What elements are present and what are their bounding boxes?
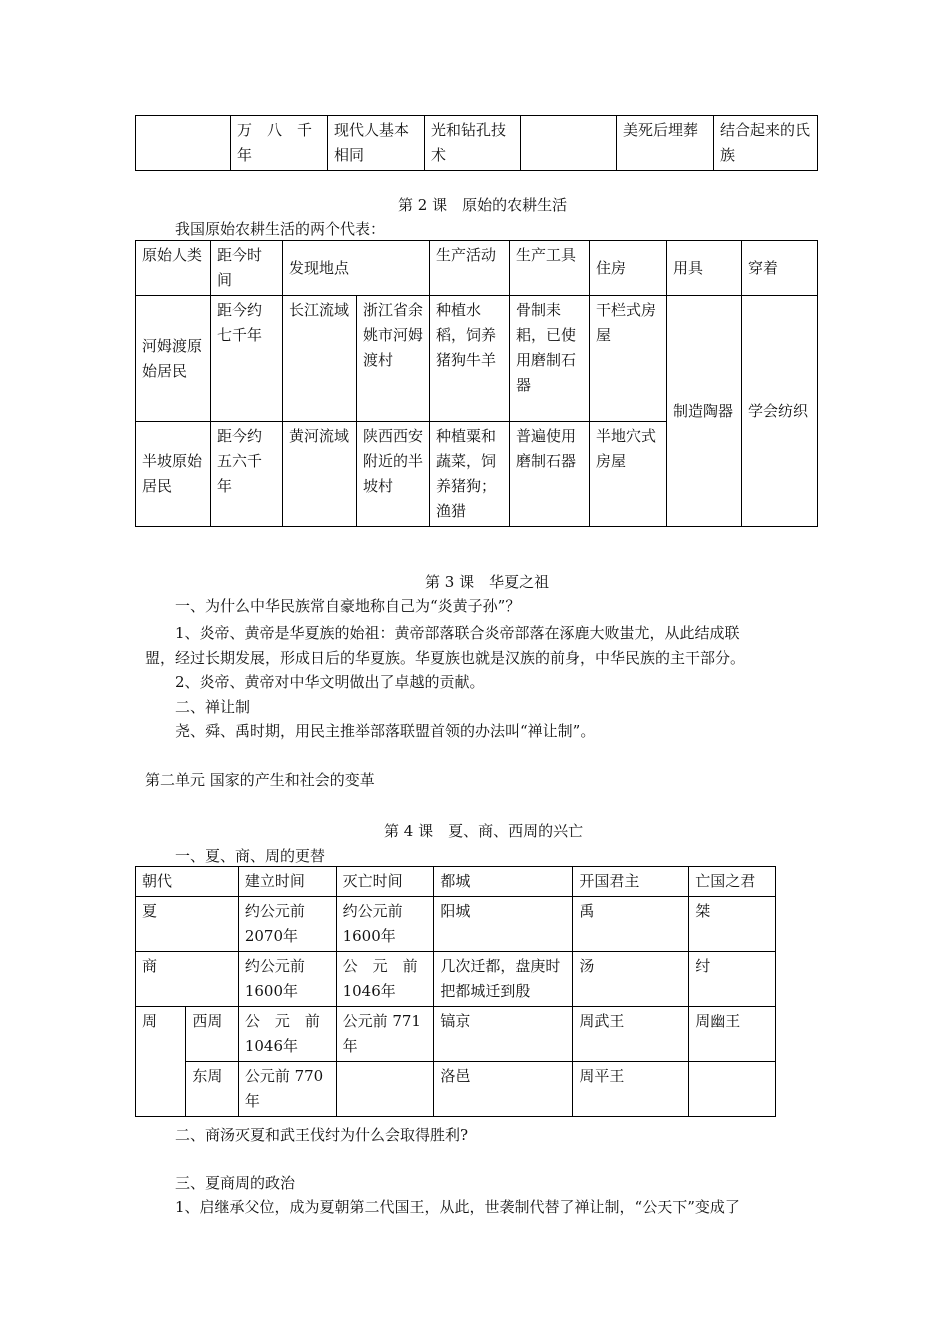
dynasty-table — [135, 866, 776, 1117]
table-cell: 现代人基本相同 — [328, 116, 425, 171]
table-header-row — [136, 867, 776, 897]
table-cell: 夏 — [136, 897, 239, 952]
header-cell: 开国君主 — [573, 867, 689, 897]
header-cell: 发现地点 — [283, 241, 430, 296]
table-cell: 汤 — [573, 952, 689, 1007]
table-cell: 陕西西安附近的半坡村 — [357, 422, 430, 527]
table-cell: 制造陶器 — [667, 296, 742, 527]
table-cell — [136, 116, 231, 171]
header-cell: 距今时间 — [211, 241, 283, 296]
table-cell — [689, 1062, 776, 1117]
table-cell: 西周 — [186, 1007, 238, 1062]
table-cell: 公 元 前1046年 — [238, 1007, 336, 1062]
table-row — [136, 116, 818, 171]
table-cell: 普遍使用磨制石器 — [510, 422, 590, 527]
header-cell: 住房 — [590, 241, 667, 296]
table-cell: 周 — [136, 1007, 186, 1117]
header-cell: 建立时间 — [238, 867, 336, 897]
table-cell — [521, 116, 617, 171]
table-cell: 公 元 前1046年 — [336, 952, 434, 1007]
table-cell: 周幽王 — [689, 1007, 776, 1062]
lesson3-paragraph: 盟，经过长期发展，形成日后的华夏族。华夏族也就是汉族的前身，中华民族的主干部分。 — [145, 649, 746, 667]
table-cell: 阳城 — [434, 897, 573, 952]
table-cell: 公元前 770年 — [238, 1062, 336, 1117]
lesson3-question2: 二、禅让制 — [175, 698, 251, 716]
lesson3-title: 第 3 课 华夏之祖 — [425, 573, 550, 591]
lesson4-title: 第 4 课 夏、商、西周的兴亡 — [384, 822, 584, 840]
table-cell: 骨制耒耜，已使用磨制石器 — [510, 296, 590, 422]
table-cell: 距今约五六千年 — [211, 422, 283, 527]
table-cell: 约公元前2070年 — [238, 897, 336, 952]
table-cell: 光和钻孔技术 — [425, 116, 521, 171]
farming-table — [135, 240, 818, 527]
table-cell: 约公元前1600年 — [336, 897, 434, 952]
table-cell: 美死后埋葬 — [617, 116, 714, 171]
header-cell: 生产工具 — [510, 241, 590, 296]
header-cell: 朝代 — [136, 867, 239, 897]
lesson4-subtitle: 一、夏、商、周的更替 — [175, 847, 326, 865]
table-header-row — [136, 241, 818, 296]
table-cell: 距今约七千年 — [211, 296, 283, 422]
lesson4-paragraph: 1、启继承父位，成为夏朝第二代国王，从此，世袭制代替了禅让制，“公天下”变成了 — [175, 1198, 740, 1216]
table-cell: 洛邑 — [434, 1062, 573, 1117]
table-cell: 镐京 — [434, 1007, 573, 1062]
table-row — [136, 1007, 776, 1062]
table-cell: 周武王 — [573, 1007, 689, 1062]
lesson4-question3: 三、夏商周的政治 — [175, 1174, 296, 1192]
table-cell: 纣 — [689, 952, 776, 1007]
header-cell: 原始人类 — [136, 241, 211, 296]
table-cell: 种植水稻，饲养猪狗牛羊 — [430, 296, 510, 422]
table-cell: 浙江省余姚市河姆渡村 — [357, 296, 430, 422]
table-cell: 东周 — [186, 1062, 238, 1117]
header-cell: 亡国之君 — [689, 867, 776, 897]
table-row — [136, 897, 776, 952]
table-cell: 半坡原始居民 — [136, 422, 211, 527]
header-cell: 灭亡时间 — [336, 867, 434, 897]
table-cell: 长江流域 — [283, 296, 357, 422]
table-cell: 几次迁都，盘庚时把都城迁到殷 — [434, 952, 573, 1007]
table-cell: 河姆渡原始居民 — [136, 296, 211, 422]
table-row — [136, 952, 776, 1007]
table-row — [136, 296, 818, 422]
header-cell: 用具 — [667, 241, 742, 296]
header-cell: 都城 — [434, 867, 573, 897]
lesson3-paragraph: 2、炎帝、黄帝对中华文明做出了卓越的贡献。 — [175, 673, 485, 691]
header-cell: 生产活动 — [430, 241, 510, 296]
lesson4-question2: 二、商汤灭夏和武王伐纣为什么会取得胜利? — [175, 1126, 469, 1144]
table-cell: 约公元前1600年 — [238, 952, 336, 1007]
table-cell: 黄河流域 — [283, 422, 357, 527]
lesson3-paragraph: 1、炎帝、黄帝是华夏族的始祖：黄帝部落联合炎帝部落在涿鹿大败蚩尤，从此结成联 — [175, 624, 740, 642]
table-cell: 商 — [136, 952, 239, 1007]
table-cell — [336, 1062, 434, 1117]
table-row — [136, 1062, 776, 1117]
table-cell: 桀 — [689, 897, 776, 952]
table-cell: 结合起来的氏族 — [714, 116, 818, 171]
header-cell: 穿着 — [742, 241, 818, 296]
table-cell: 万 八 千年 — [231, 116, 328, 171]
table-cell: 周平王 — [573, 1062, 689, 1117]
lesson3-paragraph: 尧、舜、禹时期，用民主推举部落联盟首领的办法叫“禅让制”。 — [175, 722, 596, 740]
unit2-title: 第二单元 国家的产生和社会的变革 — [145, 771, 375, 789]
lesson2-intro: 我国原始农耕生活的两个代表： — [175, 220, 386, 238]
lesson3-question1: 一、为什么中华民族常自豪地称自己为“炎黄子孙”？ — [175, 597, 521, 615]
table-cell: 干栏式房屋 — [590, 296, 667, 422]
top-table — [135, 115, 818, 171]
table-cell: 半地穴式房屋 — [590, 422, 667, 527]
table-cell: 禹 — [573, 897, 689, 952]
table-cell: 公元前 771年 — [336, 1007, 434, 1062]
lesson2-title: 第 2 课 原始的农耕生活 — [398, 196, 568, 214]
table-cell: 种植粟和蔬菜，饲养猪狗；渔猎 — [430, 422, 510, 527]
table-cell: 学会纺织 — [742, 296, 818, 527]
